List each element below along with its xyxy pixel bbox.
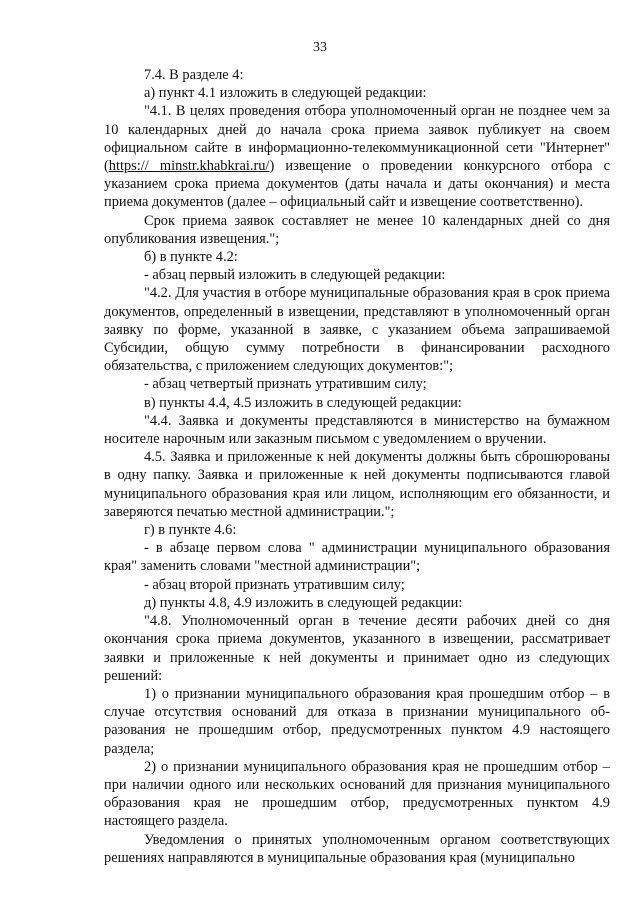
paragraph-item-a: а) пункт 4.1 изложить в следующей редакции:: [144, 85, 427, 102]
paragraph-application-period: Срок приема заявок составляет не менее 10 календарных дней со дня опубликования извещения.";: [104, 212, 610, 247]
paragraph-4-2: "4.2. Для участия в отборе муниципальные образования края в срок приема документов, определенный в извещении, представляют в уполномоченный орган заявку по форме, указанной в заявке, с указанием объема запрашиваемой Субсидии, общую сумму потребности в финансировании расходного обязательства, с приложением следующих документов:";: [104, 285, 610, 375]
paragraph-first-subparagraph: - абзац первый изложить в следующей редакции:: [144, 267, 446, 284]
paragraph-item-g: г) в пункте 4.6:: [144, 522, 237, 539]
document-body: [104, 66, 610, 867]
paragraph-4-1-text-end: ) извещение о проведении конкурсного отбора с указанием срока приема документов (даты начала и даты окончания) и места приема документов (далее – официальный сайт и извещение соответственно).: [104, 158, 610, 211]
paragraph-item-d: д) пункты 4.8, 4.9 изложить в следующей редакции:: [144, 594, 463, 611]
ministry-website-link[interactable]: https:// minstr.khabkrai.ru/: [108, 158, 270, 175]
paragraph-notifications: Уведомления о принятых уполномоченным органом соответствующих решениях направляются в муниципальные образования края (муниципально: [104, 831, 610, 866]
paragraph-section-7-4: 7.4. В разделе 4:: [144, 67, 244, 83]
paragraph-item-v: в) пункты 4.4, 4.5 изложить в следующей редакции:: [144, 394, 462, 411]
page-number: 33: [313, 40, 327, 55]
paragraph-fourth-subparagraph: - абзац четвертый признать утратившим силу;: [144, 376, 427, 393]
paragraph-item-b: б) в пункте 4.2:: [144, 249, 238, 266]
paragraph-4-1: [104, 102, 610, 211]
paragraph-decision-1: 1) о признании муниципального образования края прошедшим отбор – в случае отсутствия оснований для отказа в признании муниципального образования не прошедшим отбор, предусмотренных пунктом 4.9 настоящего раздела;: [104, 685, 610, 757]
paragraph-4-5: 4.5. Заявка и приложенные к ней документы должны быть сброшюрованы в одну папку. Заявка и приложенные к ней документы подписываются главой муниципального образования края или лицом, исполняющим его обязанности, и заверяются печатью местной администрации.";: [104, 449, 610, 520]
paragraph-decision-2: 2) о признании муниципального образования края не прошедшим отбор – при наличии одного или нескольких оснований для признания муниципального образования края не прошедшим отбор, предусмотренных пунктом 4.9 настоящего раздела.: [104, 758, 610, 830]
paragraph-4-8: "4.8. Уполномоченный орган в течение десяти рабочих дней со дня окончания срока приема документов, указанного в извещении, рассматривает заявки и приложенные к ней документы и принимает одно из следующих решений:: [104, 613, 610, 684]
paragraph-4-1-text: "4.1. В целях проведения отбора уполномоченный орган не позднее чем за 10 календарных дней до начала срока приема заявок публикует на своем официальном сайте в информационно-телекоммуникационной сети "Интернет" (: [104, 103, 610, 175]
paragraph-replace-words: - в абзаце первом слова " администрации муниципального образования края" заменить словами "местной администрации";: [104, 540, 610, 575]
paragraph-second-subparagraph: - абзац второй признать утратившим силу;: [144, 576, 405, 593]
paragraph-4-4: "4.4. Заявка и документы представляются в министерство на бумажном носителе нарочным или заказным письмом с уведомлением о вручении.: [104, 412, 610, 448]
